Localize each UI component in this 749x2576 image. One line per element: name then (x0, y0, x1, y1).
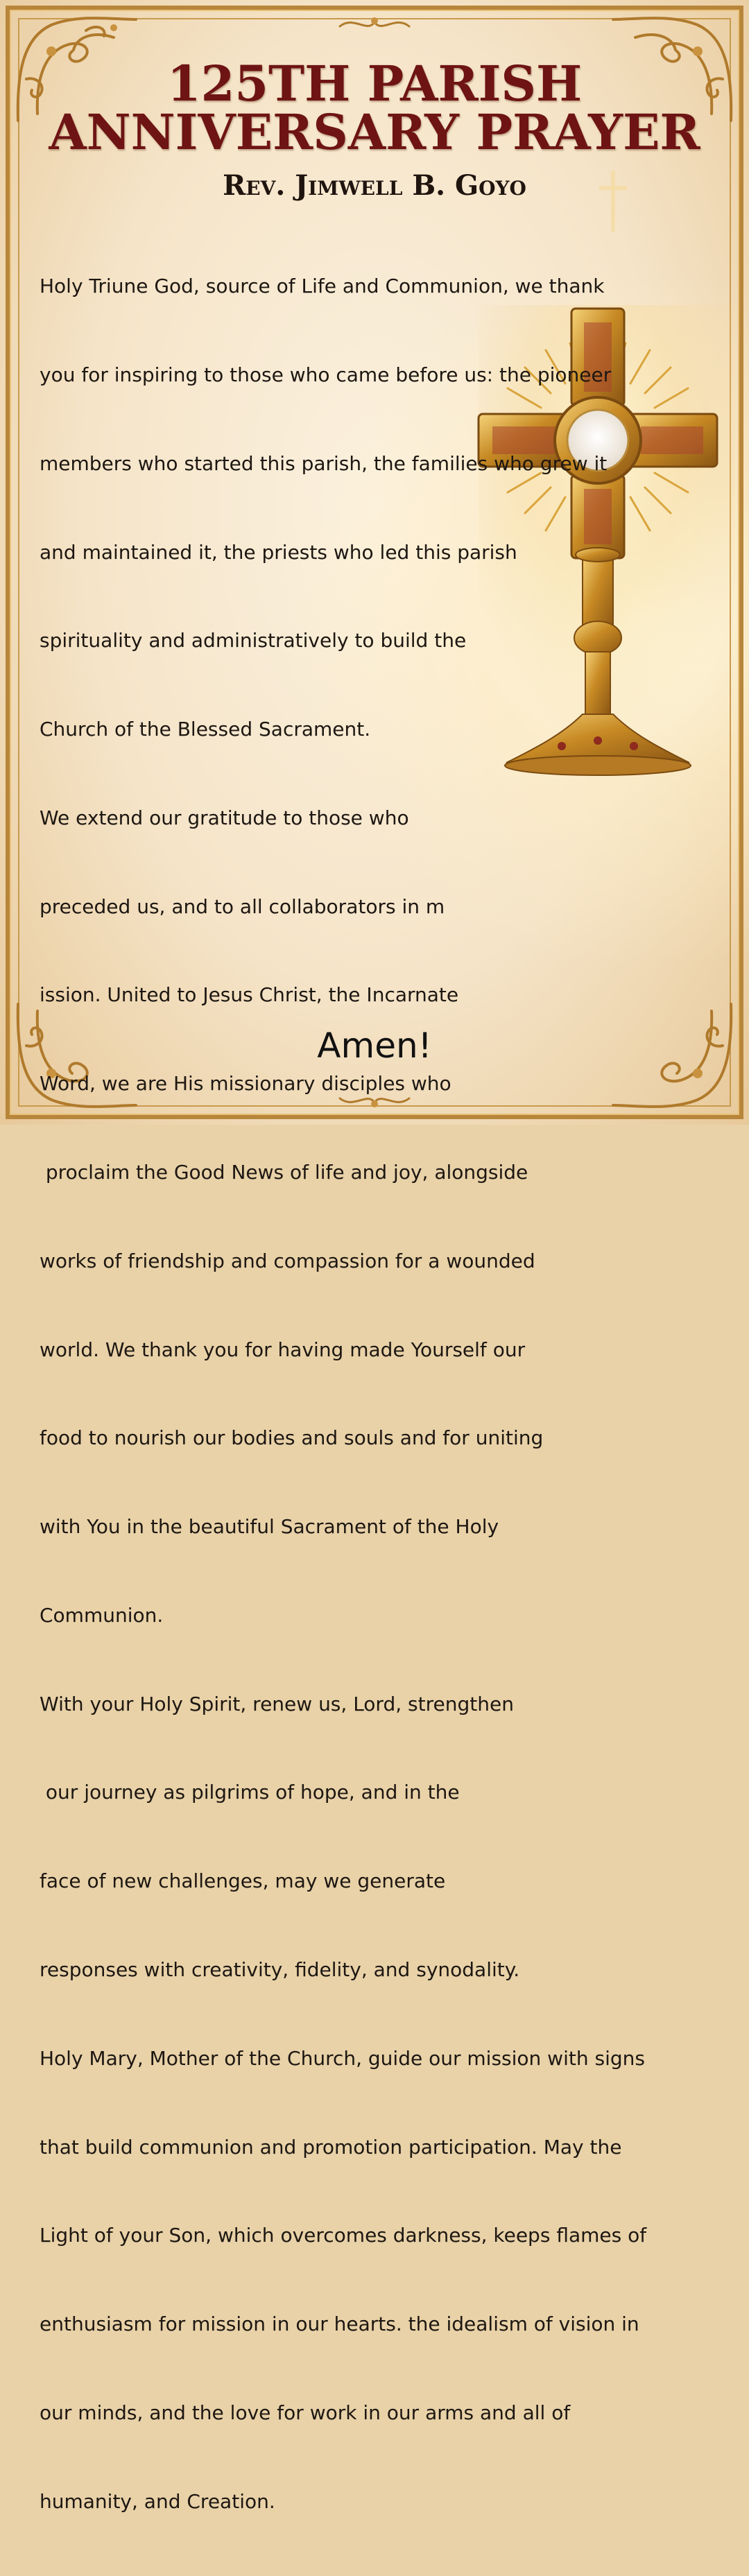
prayer-line: members who started this parish, the families who grew it (40, 451, 608, 475)
top-flourish-icon (333, 12, 416, 40)
prayer-line: Holy Triune God, source of Life and Communion, we thank (40, 275, 605, 298)
prayer-line: preceded us, and to all collaborators in m (40, 894, 445, 918)
prayer-line: spirituality and administratively to build the (40, 629, 467, 652)
prayer-line: our journey as pilgrims of hope, and in the (40, 1781, 460, 1804)
prayer-line: world. We thank you for having made Yourself our (40, 1338, 526, 1361)
prayer-line: We extend our gratitude to those who (40, 806, 409, 829)
prayer-line: Church of the Blessed Sacrament. (40, 718, 371, 741)
prayer-line: Holy Mary, Mother of the Church, guide our mission with signs (40, 2046, 645, 2070)
prayer-line: that build communion and promotion participation. May the (40, 2135, 622, 2159)
prayer-line: responses with creativity, fidelity, and synodality. (40, 1958, 520, 1982)
prayer-line: food to nourish our bodies and souls and for uniting (40, 1426, 544, 1450)
prayer-line: Word, we are His missionary disciples who (40, 1072, 451, 1096)
prayer-line: with You in the beautiful Sacrament of the Holy (40, 1515, 499, 1539)
author-name: Rev. Jimwell B. Goyo (223, 169, 526, 202)
prayer-line: proclaim the Good News of life and joy, alongside (40, 1161, 528, 1184)
prayer-line: Communion. (40, 1603, 164, 1627)
prayer-line: With your Holy Spirit, renew us, Lord, strengthen (40, 1692, 514, 1715)
title-line: 125TH PARISH (166, 55, 583, 112)
prayer-line: humanity, and Creation. (40, 2489, 275, 2513)
title-line: ANNIVERSARY PRAYER (49, 103, 700, 161)
prayer-line: enthusiasm for mission in our hearts. the idealism of vision in (40, 2313, 639, 2336)
prayer-text (40, 213, 705, 2576)
page-title (0, 55, 749, 161)
prayer-line: you for inspiring to those who came before us: the pioneer (40, 363, 612, 386)
prayer-line: and maintained it, the priests who led this parish (40, 540, 517, 564)
prayer-line: face of new challenges, may we generate (40, 1869, 446, 1893)
prayer-line: works of friendship and compassion for a wounded (40, 1249, 535, 1272)
prayer-line: Light of your Son, which overcomes darkness, keeps flames of (40, 2224, 647, 2247)
prayer-line: our minds, and the love for work in our arms and all of (40, 2401, 571, 2424)
closing-amen: Amen! (317, 1026, 432, 1066)
prayer-line: ission. United to Jesus Christ, the Incarnate (40, 983, 459, 1007)
